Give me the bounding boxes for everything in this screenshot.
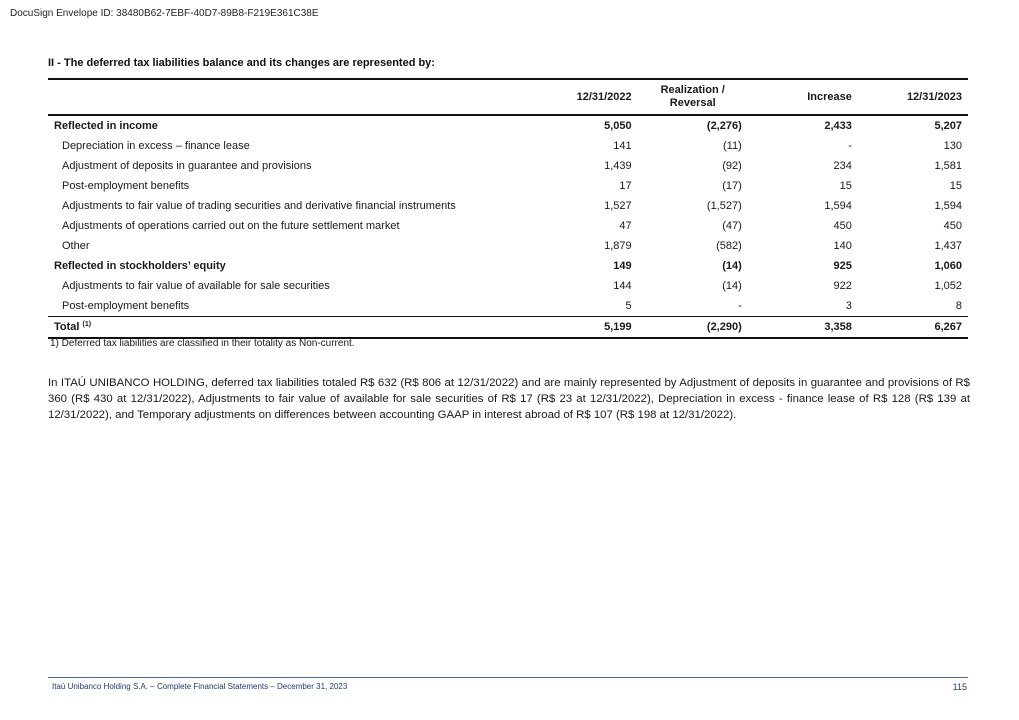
row-label: Adjustment of deposits in guarantee and provisions xyxy=(62,160,312,172)
header-12-31-2022: 12/31/2022 xyxy=(576,90,632,103)
row-label: Adjustments of operations carried out on the future settlement market xyxy=(62,220,400,232)
row-value: 141 xyxy=(613,140,632,152)
row-value: (582) xyxy=(716,240,742,252)
footer-text: Itaú Unibanco Holding S.A. – Complete Financial Statements – December 31, 2023 xyxy=(52,682,348,691)
row-value: (92) xyxy=(722,160,742,172)
total-value: 3,358 xyxy=(824,321,852,333)
row-value: (47) xyxy=(722,220,742,232)
row-value: 922 xyxy=(833,280,852,292)
row-value: 2,433 xyxy=(824,120,852,132)
row-label: Adjustments to fair value of available for sale securities xyxy=(62,280,330,292)
total-value: 5,199 xyxy=(604,321,632,333)
row-value: (14) xyxy=(722,280,742,292)
table-row xyxy=(48,276,968,296)
row-value: 3 xyxy=(845,300,852,312)
row-value: 925 xyxy=(833,260,852,272)
row-label: Post-employment benefits xyxy=(62,300,190,312)
row-value: 1,060 xyxy=(934,260,962,272)
row-value: 144 xyxy=(613,280,632,292)
row-label: Reflected in stockholders’ equity xyxy=(54,260,226,272)
table-row-reflected-equity xyxy=(48,256,968,276)
row-value: 5 xyxy=(625,300,632,312)
row-value: 1,879 xyxy=(604,240,632,252)
total-footnote-ref: (1) xyxy=(82,321,92,328)
table-row xyxy=(48,296,968,317)
row-label: Depreciation in excess – finance lease xyxy=(62,140,250,152)
total-value: 6,267 xyxy=(934,321,962,333)
row-value: 8 xyxy=(955,300,962,312)
row-value: 149 xyxy=(613,260,632,272)
total-value: (2,290) xyxy=(706,321,742,333)
row-label: Other xyxy=(62,240,90,252)
row-value: (17) xyxy=(722,180,742,192)
header-realization-line2: Reversal xyxy=(669,97,716,109)
table-row xyxy=(48,236,968,256)
row-value: 47 xyxy=(619,220,632,232)
header-realization-line1: Realization / xyxy=(660,84,725,96)
row-value: - xyxy=(848,140,852,152)
table-footnote: 1) Deferred tax liabilities are classified in their totality as Non-current. xyxy=(50,338,355,349)
total-label-text: Total xyxy=(54,321,80,333)
table-row-reflected-income xyxy=(48,115,968,136)
header-increase: Increase xyxy=(807,90,852,103)
header-12-31-2023: 12/31/2023 xyxy=(906,90,962,103)
total-label xyxy=(48,317,528,339)
deferred-tax-table xyxy=(48,78,968,339)
header-blank xyxy=(48,79,528,115)
header-realization-reversal xyxy=(638,79,748,115)
row-value: (14) xyxy=(722,260,742,272)
row-label: Post-employment benefits xyxy=(62,180,190,192)
row-value: 1,439 xyxy=(604,160,632,172)
row-value: 140 xyxy=(833,240,852,252)
row-value: 450 xyxy=(943,220,962,232)
row-value: (11) xyxy=(723,140,742,152)
table-row xyxy=(48,216,968,236)
row-value: 1,527 xyxy=(604,200,632,212)
row-value: 17 xyxy=(619,180,632,192)
row-value: 5,207 xyxy=(934,120,962,132)
row-value: 15 xyxy=(839,180,852,192)
row-value: 1,594 xyxy=(824,200,852,212)
row-value: 130 xyxy=(943,140,962,152)
row-value: 15 xyxy=(949,180,962,192)
row-value: 5,050 xyxy=(604,120,632,132)
row-value: 1,594 xyxy=(934,200,962,212)
row-label: Reflected in income xyxy=(54,120,158,132)
table-row xyxy=(48,196,968,216)
footer-divider xyxy=(48,677,968,678)
row-value: 450 xyxy=(833,220,852,232)
row-value: 1,581 xyxy=(934,160,962,172)
row-value: - xyxy=(738,300,742,312)
body-paragraph: In ITAÚ UNIBANCO HOLDING, deferred tax liabilities totaled R$ 632 (R$ 806 at 12/31/2022) and are mainly represented by Adjustment of deposits in guarantee and provisions of R$ 360 (R$ 430 at 12/31/2022), Adjustments to fair value of available for sale securities of R$ 17 (R$ 23 at 12/31/2022), Depreciation in excess - finance lease of R$ 128 (R$ 139 at 12/31/2022), and Temporary adjustments on differences between accounting GAAP in interest abroad of R$ 107 (R$ 198 at 12/31/2022). xyxy=(48,377,970,421)
row-label: Adjustments to fair value of trading securities and derivative financial instruments xyxy=(62,200,456,212)
table-row-total xyxy=(48,317,968,339)
page-number: 115 xyxy=(952,682,967,692)
table-row xyxy=(48,136,968,156)
row-value: 1,052 xyxy=(934,280,962,292)
row-value: (1,527) xyxy=(706,200,742,212)
envelope-id: DocuSign Envelope ID: 38480B62-7EBF-40D7-89B8-F219E361C38E xyxy=(10,8,319,19)
table-header-row xyxy=(48,79,968,115)
row-value: 1,437 xyxy=(934,240,962,252)
table-row xyxy=(48,176,968,196)
table-row xyxy=(48,156,968,176)
row-value: 234 xyxy=(833,160,852,172)
row-value: (2,276) xyxy=(706,120,742,132)
section-heading: II - The deferred tax liabilities balance and its changes are represented by: xyxy=(48,57,435,69)
